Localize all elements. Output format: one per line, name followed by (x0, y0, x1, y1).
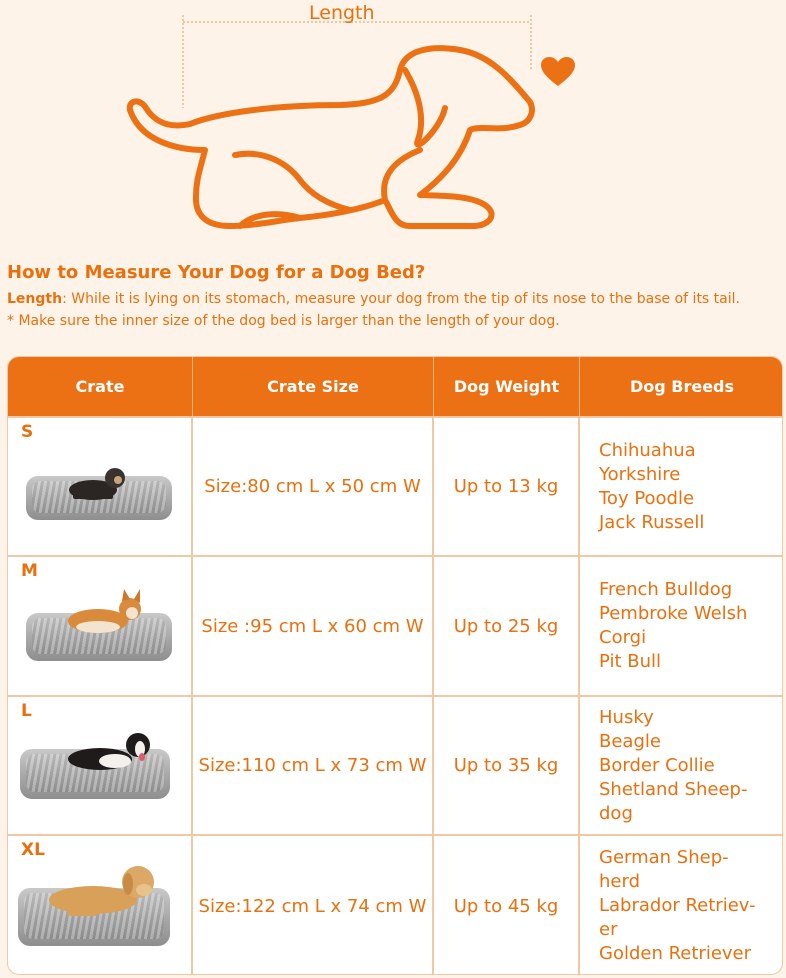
dog-weight-value: Up to 45 kg (453, 895, 559, 917)
crate-size-letter: S (21, 422, 34, 442)
size-table (7, 356, 783, 975)
dog-weight-value: Up to 25 kg (453, 615, 559, 637)
crate-size-value: Size:80 cm L x 50 cm W (204, 476, 421, 497)
breed-item: Husky (599, 706, 654, 728)
crate-size-value: Size :95 cm L x 60 cm W (201, 615, 424, 637)
length-label: Length (7, 291, 63, 307)
header-crate: Crate (8, 357, 193, 416)
dog-breeds-list (599, 836, 755, 975)
crate-size-letter: XL (21, 840, 45, 860)
golden-retriever-image (38, 856, 168, 926)
breed-item: Jack Russell (599, 511, 705, 533)
breed-item: Border Collie (599, 754, 715, 776)
border-collie-image (60, 723, 155, 778)
breed-item: Pit Bull (599, 651, 661, 672)
crate-size-value: Size:122 cm L x 74 cm W (198, 895, 427, 917)
dog-breeds-list (599, 557, 747, 695)
breed-item: Chihuahua (599, 439, 696, 461)
breed-item: German Shep- (599, 847, 729, 868)
dog-breeds-list (599, 697, 747, 834)
crate-cell (8, 418, 193, 555)
corgi-image (58, 587, 148, 642)
breed-item: Shetland Sheep- (599, 778, 748, 800)
breed-item: Yorkshire (599, 463, 681, 485)
table-row (8, 695, 783, 834)
crate-cell (8, 557, 193, 695)
breed-item: er (599, 919, 618, 940)
crate-cell (8, 836, 193, 975)
breed-item: Beagle (599, 730, 661, 752)
crate-size-value: Size:110 cm L x 73 cm W (198, 755, 427, 776)
breed-item: French Bulldog (599, 579, 733, 600)
guide-title: How to Measure Your Dog for a Dog Bed? (7, 262, 426, 283)
guide-length-line (7, 291, 740, 307)
crate-cell (8, 697, 193, 834)
breed-item: Golden Retriever (599, 943, 752, 964)
crate-size-letter: M (21, 561, 38, 581)
table-row (8, 834, 783, 975)
small-dog-image (63, 460, 133, 505)
breed-item: Toy Poodle (599, 487, 695, 509)
dog-outline-icon (0, 0, 786, 245)
heart-icon (540, 56, 576, 88)
guide-note: * Make sure the inner size of the dog bed is larger than the length of your dog. (7, 313, 560, 329)
breed-item: Labrador Retriev- (599, 895, 756, 916)
dog-weight-value: Up to 13 kg (453, 476, 559, 497)
dog-weight-value: Up to 35 kg (453, 755, 559, 776)
table-row (8, 555, 783, 695)
dog-breeds-list (599, 418, 704, 555)
length-instruction: : While it is lying on its stomach, measure your dog from the tip of its nose to the base of its tail. (62, 291, 740, 307)
breed-item: Corgi (599, 627, 647, 648)
crate-size-letter: L (21, 701, 32, 721)
header-dog-breeds: Dog Breeds (629, 377, 735, 396)
table-header (8, 357, 783, 416)
dog-length-diagram (0, 0, 786, 245)
breed-item: Pembroke Welsh (599, 603, 748, 624)
table-row (8, 416, 783, 555)
length-measure-label: Length (309, 2, 375, 24)
header-crate-size: Crate Size (193, 357, 434, 416)
header-dog-weight: Dog Weight (434, 357, 580, 416)
breed-item: herd (599, 871, 640, 892)
breed-item: dog (599, 802, 633, 824)
